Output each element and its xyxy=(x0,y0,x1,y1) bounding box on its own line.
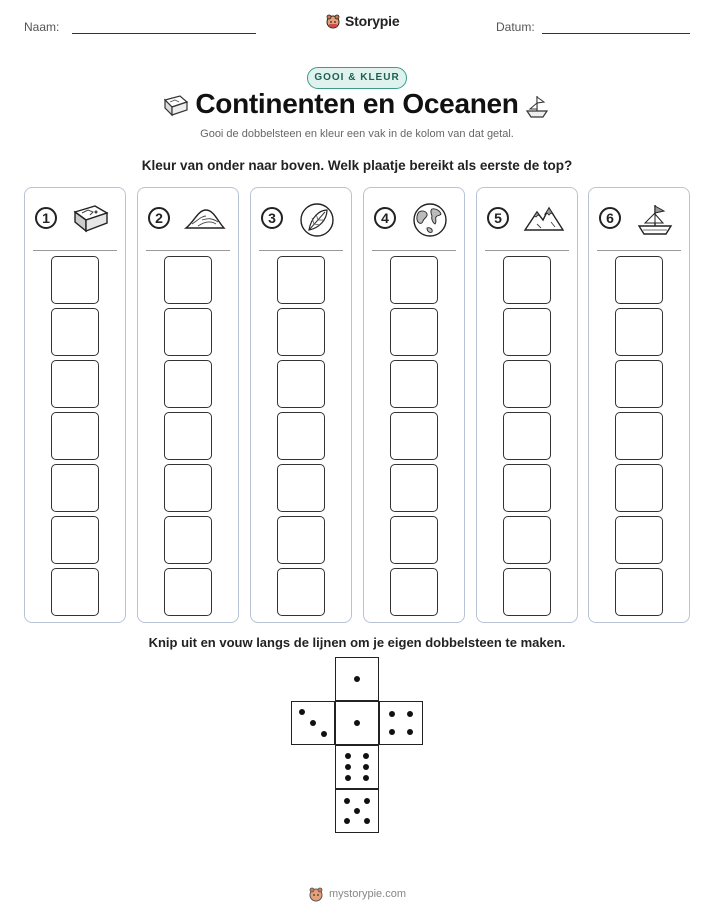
color-box[interactable] xyxy=(164,308,212,356)
color-box[interactable] xyxy=(277,464,325,512)
die-pip xyxy=(407,711,413,717)
color-box[interactable] xyxy=(164,412,212,460)
die-pip xyxy=(310,720,316,726)
die-pip xyxy=(363,775,369,781)
column-number: 4 xyxy=(374,207,396,229)
page-title: Continenten en Oceanen xyxy=(195,88,519,119)
column-divider xyxy=(33,250,117,251)
worksheet-header xyxy=(0,0,714,50)
mountains-icon xyxy=(523,202,565,236)
color-box[interactable] xyxy=(390,464,438,512)
map-icon xyxy=(71,202,111,236)
color-box[interactable] xyxy=(51,412,99,460)
color-box[interactable] xyxy=(51,516,99,564)
column-header xyxy=(374,202,458,238)
color-box[interactable] xyxy=(615,568,663,616)
die-pip xyxy=(407,729,413,735)
die-pip xyxy=(345,764,351,770)
color-box[interactable] xyxy=(164,464,212,512)
coloring-columns xyxy=(24,187,690,623)
pie-mascot-icon xyxy=(325,13,341,29)
color-box[interactable] xyxy=(390,308,438,356)
color-box[interactable] xyxy=(277,360,325,408)
footer-url[interactable]: mystorypie.com xyxy=(328,888,407,900)
die-face-5 xyxy=(335,789,379,833)
die-pip xyxy=(364,798,370,804)
column-header xyxy=(599,202,683,238)
color-box[interactable] xyxy=(51,308,99,356)
color-box[interactable] xyxy=(503,568,551,616)
color-box[interactable] xyxy=(164,568,212,616)
column-2 xyxy=(137,187,239,623)
globe-icon xyxy=(410,202,450,238)
die-pip xyxy=(389,711,395,717)
color-box[interactable] xyxy=(51,568,99,616)
sailboat-icon xyxy=(524,94,550,120)
pie-mascot-icon xyxy=(308,886,324,902)
color-box[interactable] xyxy=(503,464,551,512)
die-pip xyxy=(345,775,351,781)
color-box[interactable] xyxy=(503,360,551,408)
color-box[interactable] xyxy=(277,308,325,356)
leaf-icon xyxy=(297,202,337,238)
die-pip xyxy=(363,764,369,770)
column-divider xyxy=(485,250,569,251)
die-pip xyxy=(345,753,351,759)
column-number: 2 xyxy=(148,207,170,229)
column-header xyxy=(35,202,119,238)
color-box[interactable] xyxy=(503,256,551,304)
die-face-4 xyxy=(379,701,423,745)
color-box[interactable] xyxy=(164,516,212,564)
die-face-6 xyxy=(335,745,379,789)
color-box[interactable] xyxy=(390,568,438,616)
brand-name: Storypie xyxy=(345,13,400,29)
brand-logo xyxy=(325,13,399,29)
column-number: 1 xyxy=(35,207,57,229)
page-subtitle: Gooi de dobbelsteen en kleur een vak in de kolom van dat getal. xyxy=(200,128,514,140)
color-box[interactable] xyxy=(277,516,325,564)
column-divider xyxy=(259,250,343,251)
die-pip xyxy=(321,731,327,737)
color-box[interactable] xyxy=(615,412,663,460)
color-box[interactable] xyxy=(390,360,438,408)
column-1 xyxy=(24,187,126,623)
color-box[interactable] xyxy=(390,516,438,564)
column-number: 3 xyxy=(261,207,283,229)
name-label: Naam: xyxy=(24,20,60,34)
column-number: 5 xyxy=(487,207,509,229)
die-pip xyxy=(344,798,350,804)
color-box[interactable] xyxy=(390,256,438,304)
column-3 xyxy=(250,187,352,623)
color-box[interactable] xyxy=(277,256,325,304)
color-box[interactable] xyxy=(277,412,325,460)
die-pip xyxy=(354,720,360,726)
die-pip xyxy=(389,729,395,735)
column-5 xyxy=(476,187,578,623)
activity-badge: GOOI & KLEUR xyxy=(307,67,407,89)
sailboat-icon xyxy=(635,202,675,238)
column-divider xyxy=(597,250,681,251)
color-box[interactable] xyxy=(615,516,663,564)
color-box[interactable] xyxy=(615,464,663,512)
color-box[interactable] xyxy=(51,360,99,408)
color-box[interactable] xyxy=(503,516,551,564)
column-number: 6 xyxy=(599,207,621,229)
color-box[interactable] xyxy=(503,308,551,356)
column-header xyxy=(148,202,232,238)
color-box[interactable] xyxy=(51,464,99,512)
name-line xyxy=(72,33,256,34)
desert-dune-icon xyxy=(184,202,226,236)
column-divider xyxy=(146,250,230,251)
date-line xyxy=(542,33,690,34)
column-4 xyxy=(363,187,465,623)
die-pip xyxy=(364,818,370,824)
die-face-1 xyxy=(335,657,379,701)
color-box[interactable] xyxy=(503,412,551,460)
column-header xyxy=(487,202,571,238)
die-pip xyxy=(354,808,360,814)
die-pip xyxy=(299,709,305,715)
column-header xyxy=(261,202,345,238)
color-box[interactable] xyxy=(164,256,212,304)
color-box[interactable] xyxy=(390,412,438,460)
color-box[interactable] xyxy=(277,568,325,616)
footer xyxy=(0,886,714,902)
die-pip xyxy=(363,753,369,759)
cut-instruction: Knip uit en vouw langs de lijnen om je eigen dobbelsteen te maken. xyxy=(148,635,566,650)
die-face-3 xyxy=(291,701,335,745)
color-box[interactable] xyxy=(51,256,99,304)
column-6 xyxy=(588,187,690,623)
die-pip xyxy=(344,818,350,824)
die-pip xyxy=(354,676,360,682)
date-label: Datum: xyxy=(496,20,535,34)
color-box[interactable] xyxy=(615,360,663,408)
color-box[interactable] xyxy=(164,360,212,408)
die-face-1 xyxy=(335,701,379,745)
color-box[interactable] xyxy=(615,256,663,304)
coloring-instruction: Kleur van onder naar boven. Welk plaatje bereikt als eerste de top? xyxy=(141,158,573,173)
color-box[interactable] xyxy=(615,308,663,356)
column-divider xyxy=(372,250,456,251)
